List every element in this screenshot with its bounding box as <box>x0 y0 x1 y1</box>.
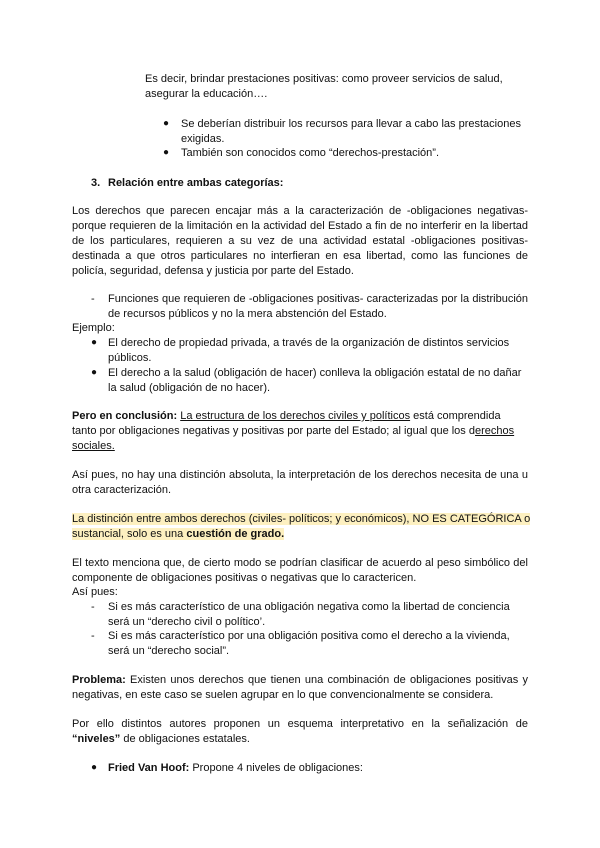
intro-bullet-1: Se deberían distribuir los recursos para llevar a cabo las prestaciones exigidas. <box>181 118 521 145</box>
problema-text: Existen unos derechos que tienen una combinación de obligaciones positivas y negativas, en este caso se suelen agrupar en lo que convencionalmente se considera. <box>72 674 528 701</box>
paragraph-obligaciones: Los derechos que parecen encajar más a la caracterización de -obligaciones negativas- porque requieren de la limitación en la actividad del Estado a fin de no interferir en la libertad de los particulares, requieren a su vez de una actividad estatal -obligaciones positivas- destinada a que otros particulares no interfieran en esa libertad, como las funciones de policía, seguridad, defensa y justicia por parte del Estado. <box>72 205 528 277</box>
asi-dash-2: Si es más característico por una obligación positiva como el derecho a la vivienda, será un “derecho social”. <box>108 630 510 657</box>
bullet-dot: ● <box>91 762 98 773</box>
problema-paragraph <box>72 673 528 703</box>
conclusion-underlined: La estructura de los derechos civiles y políticos <box>180 410 411 422</box>
conclusion-paragraph <box>72 409 528 454</box>
dash-marker: - <box>91 601 95 613</box>
por-ello-tail: de obligaciones estatales. <box>120 733 250 745</box>
paragraph-texto: El texto menciona que, de cierto modo se podrían clasificar de acuerdo al peso simbólico del componente de obligaciones positivas o negativas que lo caractericen. <box>72 557 528 584</box>
highlight-bold: cuestión de grado. <box>186 528 285 540</box>
dash-marker: - <box>91 630 95 642</box>
intro-bullet-2: También son conocidos como “derechos-prestación”. <box>181 147 440 159</box>
highlight-text: La distinción entre ambos derechos (civiles- políticos; y económicos), NO ES CATEGÓRICA o sustancial, solo es una <box>72 513 531 540</box>
por-ello-text: Por ello distintos autores proponen un esquema interpretativo en la señalización de <box>72 718 528 730</box>
fried-item <box>108 761 528 776</box>
conclusion-bold: Pero en conclusión: <box>72 410 178 422</box>
ejemplo-bullet-2: El derecho a la salud (obligación de hacer) conlleva la obligación estatal de no dañar la salud (obligación de no hacer). <box>108 367 522 394</box>
conclusion-text: está comprendida tanto por obligaciones negativas y positivas por parte del Estado; al igual que los d <box>72 410 501 437</box>
problema-bold: Problema: <box>72 674 126 686</box>
ejemplo-label: Ejemplo: <box>72 322 115 334</box>
bullet-dot: ● <box>163 147 170 158</box>
fried-text: Propone 4 niveles de obligaciones: <box>189 762 363 774</box>
fried-bold: Fried Van Hoof: <box>108 762 190 774</box>
ejemplo-bullet-1: El derecho de propiedad privada, a través de la organización de distintos servicios públicos. <box>108 337 510 364</box>
bullet-dot: ● <box>91 367 98 378</box>
por-ello-paragraph <box>72 717 528 747</box>
asi-label: Así pues: <box>72 586 118 598</box>
intro-text: Es decir, brindar prestaciones positivas: como proveer servicios de salud, asegurar la educación…. <box>145 73 503 100</box>
bullet-dot: ● <box>163 118 170 129</box>
dash-marker: - <box>91 293 95 305</box>
section-title: Relación entre ambas categorías: <box>108 177 284 189</box>
paragraph-asi-pues: Así pues, no hay una distinción absoluta, la interpretación de los derechos necesita de una u otra caracterización. <box>72 469 528 496</box>
highlight-paragraph <box>72 512 532 542</box>
asi-dash-1: Si es más característico de una obligación negativa como la libertad de conciencia será un “derecho civil o político’. <box>108 601 510 628</box>
conclusion-underlined-2: erechos sociales. <box>72 425 515 452</box>
bullet-dot: ● <box>91 337 98 348</box>
intro-paragraph <box>145 72 528 102</box>
section-number: 3. <box>91 177 101 189</box>
dash-funciones: Funciones que requieren de -obligaciones positivas- caracterizadas por la distribución de recursos públicos y no la mera abstención del Estado. <box>108 293 528 320</box>
por-ello-bold: “niveles” <box>72 733 121 745</box>
